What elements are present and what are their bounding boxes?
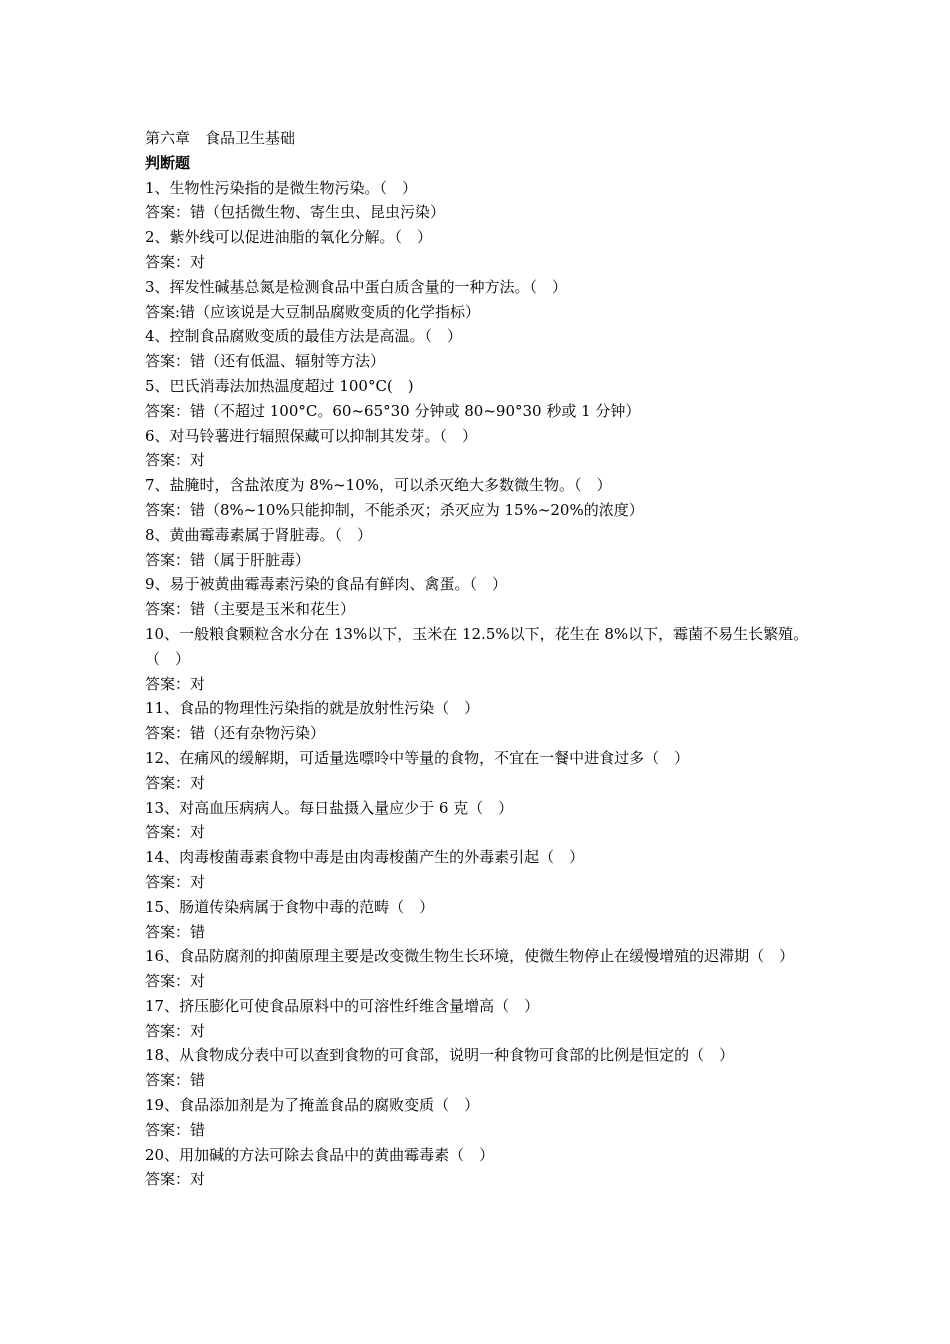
answer-6: 答案：对 — [145, 451, 206, 470]
answer-16: 答案：对 — [145, 972, 206, 991]
answer-13: 答案：对 — [145, 823, 206, 842]
answer-11: 答案：错（还有杂物污染） — [145, 724, 326, 743]
answer-3: 答案:错（应该说是大豆制品腐败变质的化学指标） — [145, 302, 481, 321]
answer-9: 答案：错（主要是玉米和花生） — [145, 600, 356, 619]
question-4: 4、控制食品腐败变质的最佳方法是高温。（ ） — [145, 327, 463, 346]
answer-14: 答案：对 — [145, 872, 206, 891]
question-2: 2、紫外线可以促进油脂的氧化分解。（ ） — [145, 228, 433, 247]
answer-4: 答案：错（还有低温、辐射等方法） — [145, 352, 386, 371]
question-8: 8、黄曲霉毒素属于肾脏毒。（ ） — [145, 525, 373, 544]
question-18: 18、从食物成分表中可以查到食物的可食部，说明一种食物可食部的比例是恒定的（ ） — [145, 1046, 735, 1065]
answer-10: 答案：对 — [145, 674, 206, 693]
answer-8: 答案：错（属于肝脏毒） — [145, 550, 311, 569]
answer-17: 答案：对 — [145, 1021, 206, 1040]
question-5: 5、巴氏消毒法加热温度超过 100°C( ) — [145, 376, 414, 395]
chapter-title: 第六章 食品卫生基础 — [145, 129, 296, 147]
answer-19: 答案：错 — [145, 1120, 206, 1139]
answer-2: 答案：对 — [145, 252, 206, 271]
answer-18: 答案：错 — [145, 1071, 206, 1090]
answer-5: 答案：错（不超过 100°C。60~65°30 分钟或 80~90°30 秒或 1 分钟） — [145, 401, 641, 420]
question-12: 12、在痛风的缓解期，可适量选嘌呤中等量的食物，不宜在一餐中进食过多（ ） — [145, 748, 690, 767]
answer-15: 答案：错 — [145, 922, 206, 941]
question-13: 13、对高血压病病人。每日盐摄入量应少于 6 克（ ） — [145, 798, 514, 817]
question-3: 3、挥发性碱基总氮是检测食品中蛋白质含量的一种方法。（ ） — [145, 277, 568, 296]
question-10: 10、一般粮食颗粒含水分在 13%以下，玉米在 12.5%以下，花生在 8%以下，霉菌不易生长繁殖。（ ） — [145, 624, 809, 668]
question-16: 16、食品防腐剂的抑菌原理主要是改变微生物生长环境，使微生物停止在缓慢增殖的迟滞期（ ） — [145, 947, 795, 966]
section-title: 判断题 — [145, 153, 191, 172]
question-17: 17、挤压膨化可使食品原料中的可溶性纤维含量增高（ ） — [145, 996, 540, 1015]
question-7: 7、盐腌时，含盐浓度为 8%~10%，可以杀灭绝大多数微生物。（ ） — [145, 476, 612, 495]
answer-1: 答案：错（包括微生物、寄生虫、昆虫污染） — [145, 203, 446, 222]
question-6: 6、对马铃薯进行辐照保藏可以抑制其发芽。（ ） — [145, 426, 478, 445]
question-9: 9、易于被黄曲霉毒素污染的食品有鲜肉、禽蛋。（ ） — [145, 575, 508, 594]
answer-20: 答案：对 — [145, 1170, 206, 1189]
question-19: 19、食品添加剂是为了掩盖食品的腐败变质（ ） — [145, 1096, 480, 1115]
question-20: 20、用加碱的方法可除去食品中的黄曲霉毒素（ ） — [145, 1145, 495, 1164]
question-11: 11、食品的物理性污染指的就是放射性污染（ ） — [145, 699, 480, 718]
document-body — [145, 126, 815, 1192]
answer-7: 答案：错（8%~10%只能抑制，不能杀灭；杀灭应为 15%~20%的浓度） — [145, 500, 644, 519]
answer-12: 答案：对 — [145, 773, 206, 792]
question-14: 14、肉毒梭菌毒素食物中毒是由肉毒梭菌产生的外毒素引起（ ） — [145, 848, 585, 867]
question-1: 1、生物性污染指的是微生物污染。（ ） — [145, 178, 418, 197]
question-15: 15、肠道传染病属于食物中毒的范畴（ ） — [145, 897, 435, 916]
